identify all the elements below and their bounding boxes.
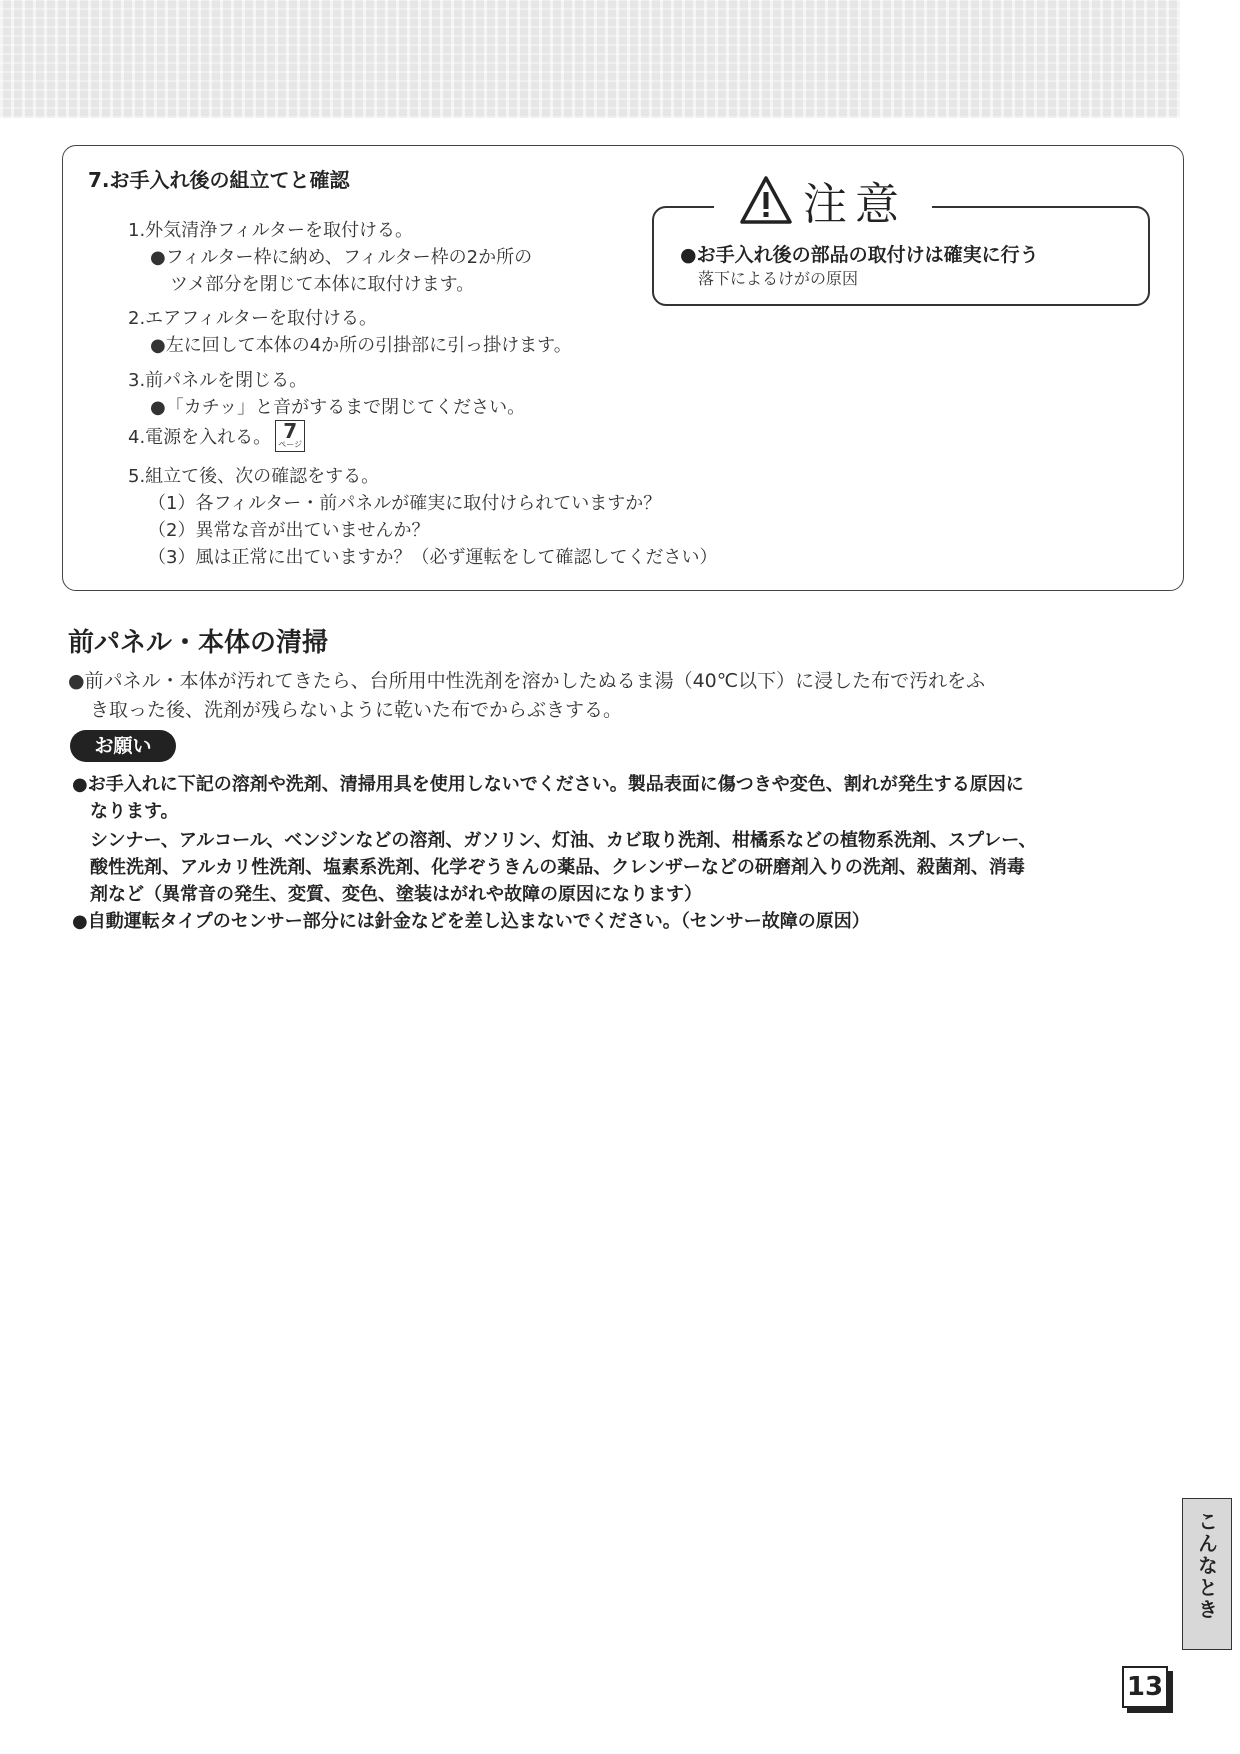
- caution-title: 注意: [803, 179, 907, 230]
- caution-header: [714, 172, 932, 228]
- header-pattern-band: [0, 0, 1180, 118]
- step7-line: ●左に回して本体の4か所の引掛部に引っ掛けます。: [150, 335, 572, 356]
- chapter-tab[interactable]: [1182, 1498, 1232, 1650]
- request-text: ●お手入れに下記の溶剤や洗剤、清掃用具を使用しないでください。製品表面に傷つきや変色、割れが発生する原因に: [72, 774, 1024, 795]
- request-text: ●自動運転タイプのセンサー部分には針金などを差し込まないでください。（センサー故障の原因）: [72, 911, 870, 932]
- step7-title: 7.お手入れ後の組立てと確認: [88, 168, 350, 192]
- step7-line: （2）異常な音が出ていませんか？: [148, 520, 430, 541]
- step7-line: 3.前パネルを閉じる。: [128, 370, 308, 391]
- step7-line: 1.外気清浄フィルターを取付ける。: [128, 220, 414, 241]
- step7-line: 5.組立て後、次の確認をする。: [128, 466, 380, 487]
- step7-line: （3）風は正常に出ていますか？（必ず運転をして確認してください）: [148, 547, 718, 568]
- caution-main-text: ●お手入れ後の部品の取付けは確実に行う: [680, 244, 1039, 266]
- step7-line: ●フィルター枠に納め、フィルター枠の2か所の: [150, 247, 533, 268]
- step7-line: （1）各フィルター・前パネルが確実に取付けられていますか？: [148, 493, 662, 514]
- caution-sub-text: 落下によるけがの原因: [698, 269, 859, 288]
- request-text: 酸性洗剤、アルカリ性洗剤、塩素系洗剤、化学ぞうきんの薬品、クレンザーなどの研磨剤入りの洗剤、殺菌剤、消毒: [90, 857, 1025, 878]
- section-title-cleaning: 前パネル・本体の清掃: [68, 628, 329, 658]
- request-text: なります。: [90, 801, 179, 822]
- request-text: シンナー、アルコール、ベンジンなどの溶剤、ガソリン、灯油、カビ取り洗剤、柑橘系などの植物系洗剤、スプレー、: [90, 830, 1037, 851]
- warning-triangle-icon: [739, 175, 793, 225]
- cleaning-text: き取った後、洗剤が残らないように乾いた布でからぶきする。: [90, 699, 623, 721]
- step7-line: ツメ部分を閉じて本体に取付けます。: [170, 274, 475, 295]
- page-reference[interactable]: 7 ページ: [275, 420, 305, 452]
- page-number: 13: [1122, 1666, 1168, 1708]
- step7-line: ●「カチッ」と音がするまで閉じてください。: [150, 397, 526, 418]
- step7-line: 4.電源を入れる。: [128, 427, 272, 448]
- step7-line-power: [128, 419, 305, 454]
- step7-line: 2.エアフィルターを取付ける。: [128, 308, 378, 329]
- request-label: お願い: [70, 730, 176, 762]
- cleaning-text: ●前パネル・本体が汚れてきたら、台所用中性洗剤を溶かしたぬるま湯（40℃以下）に浸した布で汚れをふ: [68, 670, 986, 692]
- chapter-tab-label: こんなとき: [1194, 1511, 1219, 1621]
- request-text: 剤など（異常音の発生、変質、変色、塗装はがれや故障の原因になります）: [90, 884, 702, 905]
